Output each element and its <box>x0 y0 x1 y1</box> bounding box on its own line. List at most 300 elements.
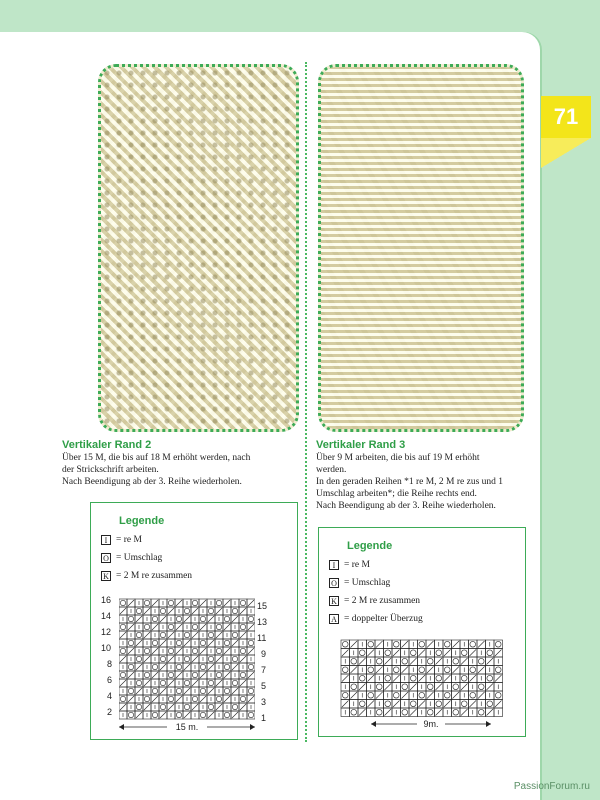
k2tog-mark <box>478 667 485 674</box>
k2tog-mark <box>419 650 426 657</box>
k2tog-mark <box>160 616 166 622</box>
yarn-over-mark <box>168 696 173 701</box>
right-legend-label-yarnover: = Umschlag <box>344 578 391 588</box>
k2tog-mark <box>359 709 366 716</box>
yarn-over-mark <box>240 600 245 605</box>
right-row-number: 11 <box>257 633 267 643</box>
yarn-over-mark <box>192 624 197 629</box>
k2tog-mark <box>240 704 246 710</box>
yarn-over-mark <box>176 688 181 693</box>
left-row-number: 10 <box>101 643 112 653</box>
k2tog-mark <box>224 600 230 606</box>
yarn-over-mark <box>461 701 467 707</box>
yarn-over-mark <box>136 608 141 613</box>
yarn-over-mark <box>427 658 433 664</box>
k2tog-mark <box>128 600 134 606</box>
k2tog-mark <box>410 709 417 716</box>
yarn-over-mark <box>120 624 125 629</box>
k2tog-mark <box>192 680 198 686</box>
yarn-over-mark <box>160 632 165 637</box>
k2tog-mark <box>200 696 206 702</box>
yarn-over-mark <box>144 600 149 605</box>
k2tog-mark <box>232 712 238 718</box>
k2tog-mark <box>216 608 222 614</box>
yarn-over-mark <box>152 664 157 669</box>
k2tog-mark <box>136 616 142 622</box>
k2tog-mark <box>376 667 383 674</box>
yarn-over-mark <box>168 600 173 605</box>
k2tog-mark <box>461 658 468 665</box>
k2tog-mark <box>184 712 190 718</box>
right-row-number: 7 <box>261 665 267 675</box>
yarn-over-mark <box>436 675 442 681</box>
k2tog-mark <box>216 632 222 638</box>
left-legend-box <box>90 502 298 740</box>
yarn-over-mark <box>419 692 425 698</box>
yarn-over-icon: O <box>101 553 111 563</box>
yarn-over-mark <box>376 684 382 690</box>
yarn-over-mark <box>144 696 149 701</box>
yarn-over-mark <box>248 664 253 669</box>
yarn-over-mark <box>436 701 442 707</box>
yarn-over-mark <box>359 650 365 656</box>
left-row-number: 2 <box>107 707 113 717</box>
yarn-over-mark <box>152 640 157 645</box>
k2tog-mark <box>168 680 174 686</box>
k2tog-mark <box>427 641 434 648</box>
k2tog-mark <box>385 658 392 665</box>
left-row-number: 4 <box>107 691 113 701</box>
left-legend-title: Legende <box>119 515 165 527</box>
yarn-over-mark <box>136 680 141 685</box>
k2tog-mark <box>176 672 182 678</box>
k2tog-mark <box>192 632 198 638</box>
k2tog-mark <box>495 675 502 682</box>
k2tog-mark <box>136 688 142 694</box>
k2tog-mark <box>232 664 238 670</box>
page-number-tab: 71 <box>541 96 591 138</box>
right-line-1: Über 9 M arbeiten, die bis auf 19 M erhöht <box>316 453 480 463</box>
k2tog-mark <box>248 648 254 654</box>
yarn-over-mark <box>470 667 476 673</box>
yarn-over-mark <box>176 640 181 645</box>
yarn-over-mark <box>402 709 408 715</box>
right-line-3: In den geraden Reihen *1 re M, 2 M re zus und 1 <box>316 477 504 487</box>
yarn-over-mark <box>168 672 173 677</box>
page-tab-decoration <box>541 138 591 168</box>
yarn-over-mark <box>192 600 197 605</box>
right-row-number: 1 <box>261 713 267 723</box>
arrow-left-head <box>119 724 124 730</box>
right-legend-item-k2tog <box>329 596 420 606</box>
k2tog-mark <box>224 672 230 678</box>
k2tog-mark <box>461 709 468 716</box>
yarn-over-mark <box>470 692 476 698</box>
yarn-over-mark <box>136 632 141 637</box>
yarn-over-mark <box>240 648 245 653</box>
yarn-over-mark <box>152 616 157 621</box>
yarn-over-mark <box>368 667 374 673</box>
yarn-over-mark <box>160 704 165 709</box>
k2tog-mark <box>444 701 451 708</box>
knit-sample-photo-left <box>98 64 299 432</box>
yarn-over-mark <box>120 648 125 653</box>
yarn-over-mark <box>192 672 197 677</box>
yarn-over-mark <box>224 616 229 621</box>
yarn-over-mark <box>160 656 165 661</box>
yarn-over-mark <box>393 667 399 673</box>
k2tog-mark <box>461 684 468 691</box>
k2tog-mark <box>200 600 206 606</box>
yarn-over-mark <box>342 692 348 698</box>
k2tog-mark <box>385 709 392 716</box>
yarn-over-mark <box>168 624 173 629</box>
arrow-right-head <box>486 721 491 727</box>
k2tog-mark <box>216 680 222 686</box>
yarn-over-mark <box>224 688 229 693</box>
yarn-over-mark <box>184 632 189 637</box>
k2tog-mark <box>192 704 198 710</box>
yarn-over-mark <box>128 640 133 645</box>
yarn-over-mark <box>184 656 189 661</box>
k2tog-mark <box>495 650 502 657</box>
right-legend-label-double-decrease: = doppelter Überzug <box>344 614 423 624</box>
k2tog-mark <box>453 692 460 699</box>
knit-sample-photo-right <box>318 64 524 432</box>
k2tog-mark <box>402 667 409 674</box>
k2tog-mark <box>136 640 142 646</box>
yarn-over-mark <box>453 684 459 690</box>
yarn-over-mark <box>200 640 205 645</box>
right-title: Vertikaler Rand 3 <box>316 439 406 451</box>
yarn-over-mark <box>144 624 149 629</box>
k2tog-mark <box>184 640 190 646</box>
k2tog-mark <box>176 648 182 654</box>
yarn-over-mark <box>461 675 467 681</box>
left-legend-item-yarnover <box>101 553 162 563</box>
yarn-over-mark <box>248 712 253 717</box>
k2tog-mark <box>376 641 383 648</box>
yarn-over-mark <box>359 675 365 681</box>
k2tog-mark <box>168 608 174 614</box>
yarn-over-mark <box>128 688 133 693</box>
k2tog-mark <box>393 675 400 682</box>
k2tog-mark <box>376 692 383 699</box>
k2tog-mark <box>152 672 158 678</box>
k2tog-mark <box>342 675 349 682</box>
yarn-over-mark <box>232 656 237 661</box>
yarn-over-mark <box>224 712 229 717</box>
k2tog-mark <box>240 608 246 614</box>
k2tog-mark <box>128 648 134 654</box>
yarn-over-mark <box>470 641 476 647</box>
yarn-over-mark <box>184 704 189 709</box>
yarn-over-mark <box>410 650 416 656</box>
k2tog-mark <box>176 624 182 630</box>
yarn-over-mark <box>120 672 125 677</box>
yarn-over-mark <box>376 658 382 664</box>
k2tog-mark <box>240 656 246 662</box>
k2tog-mark <box>444 675 451 682</box>
k2tog-mark <box>419 675 426 682</box>
yarn-over-mark <box>232 608 237 613</box>
left-legend-item-knit <box>101 535 142 545</box>
yarn-over-mark <box>128 664 133 669</box>
k2tog-mark <box>152 648 158 654</box>
yarn-over-mark <box>368 641 374 647</box>
k2tog-mark <box>144 680 150 686</box>
k2tog-mark <box>410 684 417 691</box>
yarn-over-mark <box>208 656 213 661</box>
yarn-over-mark <box>453 658 459 664</box>
yarn-over-mark <box>192 696 197 701</box>
k2tog-mark <box>427 667 434 674</box>
double-decrease-icon: A <box>329 614 339 624</box>
k2tog-mark <box>427 692 434 699</box>
k2tog-mark <box>393 701 400 708</box>
k2tog-mark <box>368 675 375 682</box>
k2tog-mark <box>216 656 222 662</box>
yarn-over-mark <box>168 648 173 653</box>
k2tog-mark <box>208 640 214 646</box>
k2tog-mark <box>393 650 400 657</box>
yarn-over-mark <box>240 624 245 629</box>
watermark: PassionForum.ru <box>513 781 590 792</box>
k2tog-mark <box>342 701 349 708</box>
k2tog-mark <box>359 658 366 665</box>
right-legend-item-double-decrease <box>329 614 423 624</box>
k2tog-mark <box>144 656 150 662</box>
k2tog-mark <box>419 701 426 708</box>
yarn-over-mark <box>120 696 125 701</box>
yarn-over-mark <box>444 667 450 673</box>
width-label: 9m. <box>423 719 439 729</box>
k2tog-mark <box>144 704 150 710</box>
k2tog-mark <box>248 696 254 702</box>
yarn-over-mark <box>436 650 442 656</box>
k2tog-mark <box>436 709 443 716</box>
right-row-number: 3 <box>261 697 267 707</box>
yarn-over-mark <box>487 675 493 681</box>
yarn-over-mark <box>495 667 501 673</box>
left-row-number: 16 <box>101 595 112 605</box>
k2tog-mark <box>453 641 460 648</box>
yarn-over-mark <box>216 600 221 605</box>
k2tog-icon: K <box>329 596 339 606</box>
right-legend-label-k2tog: = 2 M re zusammen <box>344 596 421 606</box>
k2tog-mark <box>120 608 126 614</box>
k2tog-mark <box>208 712 214 718</box>
yarn-over-mark <box>248 688 253 693</box>
yarn-over-mark <box>232 632 237 637</box>
k2tog-mark <box>152 696 158 702</box>
yarn-over-mark <box>128 712 133 717</box>
k2tog-mark <box>410 658 417 665</box>
yarn-over-mark <box>351 658 357 664</box>
left-row-number: 14 <box>101 611 112 621</box>
left-row-number: 8 <box>107 659 113 669</box>
right-legend-label-knit: = re M <box>344 560 370 570</box>
k2tog-mark <box>168 632 174 638</box>
right-legend-box <box>318 527 526 737</box>
k2tog-mark <box>200 648 206 654</box>
k2tog-mark <box>208 664 214 670</box>
k2tog-mark <box>168 704 174 710</box>
k2tog-mark <box>248 600 254 606</box>
left-row-number: 12 <box>101 627 112 637</box>
k2tog-mark <box>152 600 158 606</box>
yarn-over-mark <box>419 641 425 647</box>
right-legend-item-yarnover <box>329 578 390 588</box>
yarn-over-mark <box>144 672 149 677</box>
yarn-over-mark <box>208 704 213 709</box>
yarn-over-mark <box>427 709 433 715</box>
yarn-over-mark <box>342 641 348 647</box>
arrow-right-head <box>250 724 255 730</box>
k2tog-mark <box>208 688 214 694</box>
yarn-over-mark <box>176 664 181 669</box>
k2tog-mark <box>224 624 230 630</box>
yarn-over-mark <box>385 675 391 681</box>
k2tog-mark <box>176 696 182 702</box>
k2tog-mark <box>232 640 238 646</box>
yarn-over-mark <box>351 709 357 715</box>
left-legend-label-yarnover: = Umschlag <box>116 553 163 563</box>
k2tog-mark <box>200 624 206 630</box>
k2tog-mark <box>200 672 206 678</box>
right-row-number: 5 <box>261 681 267 691</box>
k2tog-mark <box>444 650 451 657</box>
yarn-over-mark <box>216 648 221 653</box>
k2tog-mark <box>120 704 126 710</box>
k2tog-mark <box>152 624 158 630</box>
k2tog-mark <box>436 658 443 665</box>
yarn-over-mark <box>453 709 459 715</box>
knit-stitch-icon: I <box>101 535 111 545</box>
yarn-over-mark <box>136 656 141 661</box>
k2tog-mark <box>136 664 142 670</box>
yarn-over-mark <box>248 616 253 621</box>
k2tog-mark <box>192 608 198 614</box>
k2tog-mark <box>160 712 166 718</box>
yarn-over-mark <box>176 712 181 717</box>
k2tog-mark <box>478 641 485 648</box>
yarn-over-mark <box>144 648 149 653</box>
yarn-over-mark <box>342 667 348 673</box>
right-line-5: Nach Beendigung ab der 3. Reihe wiederholen. <box>316 501 496 511</box>
left-knitting-chart <box>119 595 255 735</box>
yarn-over-mark <box>240 672 245 677</box>
k2tog-mark <box>359 684 366 691</box>
yarn-over-mark <box>487 650 493 656</box>
yarn-over-mark <box>208 680 213 685</box>
yarn-over-mark <box>200 664 205 669</box>
yarn-over-mark <box>216 624 221 629</box>
yarn-over-mark <box>232 704 237 709</box>
k2tog-mark <box>436 684 443 691</box>
k2tog-mark <box>402 692 409 699</box>
yarn-over-mark <box>368 692 374 698</box>
yarn-over-mark <box>184 680 189 685</box>
right-legend-title: Legende <box>347 540 393 552</box>
right-description <box>316 452 531 512</box>
left-row-number: 6 <box>107 675 113 685</box>
k2tog-mark <box>144 608 150 614</box>
k2tog-mark <box>120 680 126 686</box>
yarn-over-mark <box>410 701 416 707</box>
k2tog-mark <box>487 709 494 716</box>
yarn-over-mark <box>184 608 189 613</box>
yarn-over-mark <box>376 709 382 715</box>
left-legend-item-k2tog <box>101 571 192 581</box>
k2tog-mark <box>248 624 254 630</box>
k2tog-mark <box>160 640 166 646</box>
width-label: 15 m. <box>175 722 199 732</box>
yarn-over-mark <box>200 616 205 621</box>
k2tog-mark <box>176 600 182 606</box>
k2tog-mark <box>453 667 460 674</box>
k2tog-mark <box>240 632 246 638</box>
yarn-over-mark <box>120 600 125 605</box>
yarn-over-mark <box>152 688 157 693</box>
k2tog-mark <box>368 701 375 708</box>
k2tog-mark <box>351 667 358 674</box>
yarn-over-mark <box>176 616 181 621</box>
k2tog-mark <box>184 616 190 622</box>
yarn-over-mark <box>351 684 357 690</box>
yarn-over-mark <box>359 701 365 707</box>
right-row-number: 13 <box>257 617 268 627</box>
k2tog-mark <box>342 650 349 657</box>
right-row-number: 15 <box>257 601 268 611</box>
yarn-over-mark <box>495 641 501 647</box>
k2tog-mark <box>184 688 190 694</box>
yarn-over-mark <box>402 684 408 690</box>
right-line-2: werden. <box>316 465 347 475</box>
yarn-over-mark <box>240 696 245 701</box>
k2tog-mark <box>487 658 494 665</box>
left-title: Vertikaler Rand 2 <box>62 439 152 451</box>
yarn-over-mark <box>402 658 408 664</box>
k2tog-mark <box>144 632 150 638</box>
k2tog-mark <box>128 624 134 630</box>
yarn-over-mark <box>208 632 213 637</box>
yarn-over-mark <box>410 675 416 681</box>
yarn-over-mark <box>393 641 399 647</box>
k2tog-mark <box>216 704 222 710</box>
yarn-over-mark <box>495 692 501 698</box>
yarn-over-mark <box>224 640 229 645</box>
k2tog-mark <box>160 688 166 694</box>
yarn-over-mark <box>427 684 433 690</box>
yarn-over-mark <box>128 616 133 621</box>
yarn-over-mark <box>385 650 391 656</box>
right-knitting-chart <box>331 638 517 733</box>
k2tog-mark <box>136 712 142 718</box>
k2tog-mark <box>240 680 246 686</box>
k2tog-mark <box>128 696 134 702</box>
k2tog-mark <box>351 641 358 648</box>
yarn-over-mark <box>224 664 229 669</box>
k2tog-mark <box>208 616 214 622</box>
left-line-2: der Strickschrift arbeiten. <box>62 465 159 475</box>
k2tog-mark <box>120 632 126 638</box>
left-legend-label-k2tog: = 2 M re zusammen <box>116 571 193 581</box>
yarn-over-mark <box>216 696 221 701</box>
yarn-over-mark <box>208 608 213 613</box>
k2tog-mark <box>232 616 238 622</box>
k2tog-mark <box>232 688 238 694</box>
